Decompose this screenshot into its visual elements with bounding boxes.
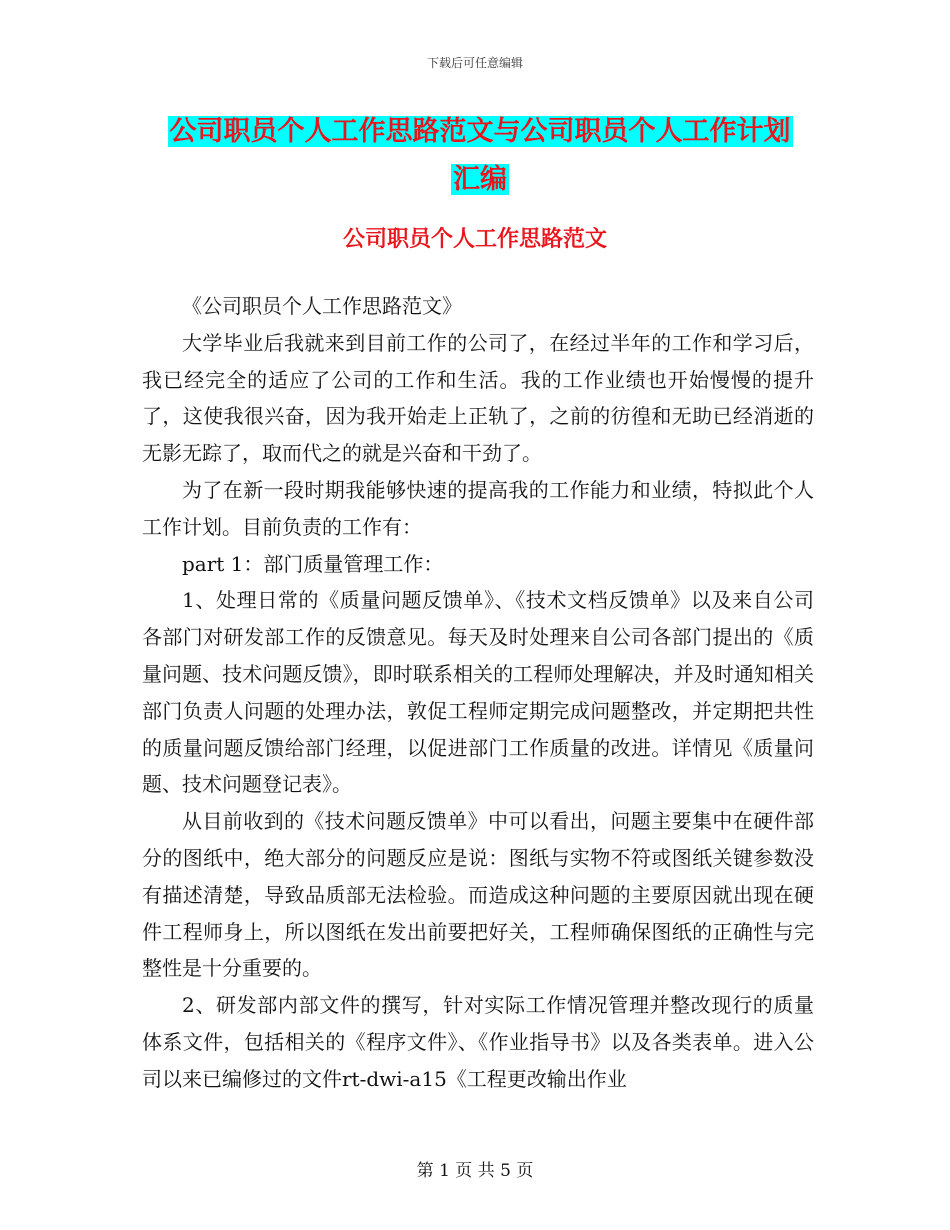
paragraph-part-heading: part 1：部门质量管理工作： <box>182 551 444 576</box>
paragraph: 2、研发部内部文件的撰写，针对实际工作情况管理并整改现行的质量体系文件，包括相关的《程序文件》、《作业指导书》以及各类表单。进入公司以来已编修过的文件rt-dwi-a15《工程更改输出作业 <box>142 993 814 1091</box>
paragraph: 大学毕业后我就来到目前工作的公司了，在经过半年的工作和学习后，我已经完全的适应了公司的工作和生活。我的工作业绩也开始慢慢的提升了，这使我很兴奋，因为我开始走上正轨了，之前的彷徨和无助已经消逝的无影无踪了，取而代之的就是兴奋和干劲了。 <box>142 330 814 466</box>
paragraph: 从目前收到的《技术问题反馈单》中可以看出，问题主要集中在硬件部分的图纸中，绝大部分的问题反应是说：图纸与实物不符或图纸关键参数没有描述清楚，导致品质部无法检验。而造成这种问题的主要原因就出现在硬件工程师身上，所以图纸在发出前要把好关，工程师确保图纸的正确性与完整性是十分重要的。 <box>142 809 814 981</box>
paragraph: 为了在新一段时期我能够快速的提高我的工作能力和业绩，特拟此个人工作计划。目前负责的工作有： <box>142 477 814 539</box>
paragraph: 1、处理日常的《质量问题反馈单》、《技术文档反馈单》以及来自公司各部门对研发部工作的反馈意见。每天及时处理来自公司各部门提出的《质量问题、技术问题反馈》，即时联系相关的工程师处理解决，并及时通知相关部门负责人问题的处理办法，敦促工程师定期完成问题整改，并定期把共性的质量问题反馈给部门经理，以促进部门工作质量的改进。详情见《质量问题、技术问题登记表》。 <box>142 588 814 797</box>
page-number-footer: 第 1 页 共 5 页 <box>416 1161 534 1181</box>
paragraph-book-title: 《公司职员个人工作思路范文》 <box>182 294 462 318</box>
section-title: 公司职员个人工作思路范文 <box>342 227 607 252</box>
document-body <box>142 288 814 1098</box>
document-title-line-2: 汇编 <box>453 164 507 195</box>
document-title <box>160 108 800 204</box>
document-title-line-1: 公司职员个人工作思路范文与公司职员个人工作计划 <box>169 116 791 147</box>
header-note: 下载后可任意编辑 <box>426 56 523 70</box>
